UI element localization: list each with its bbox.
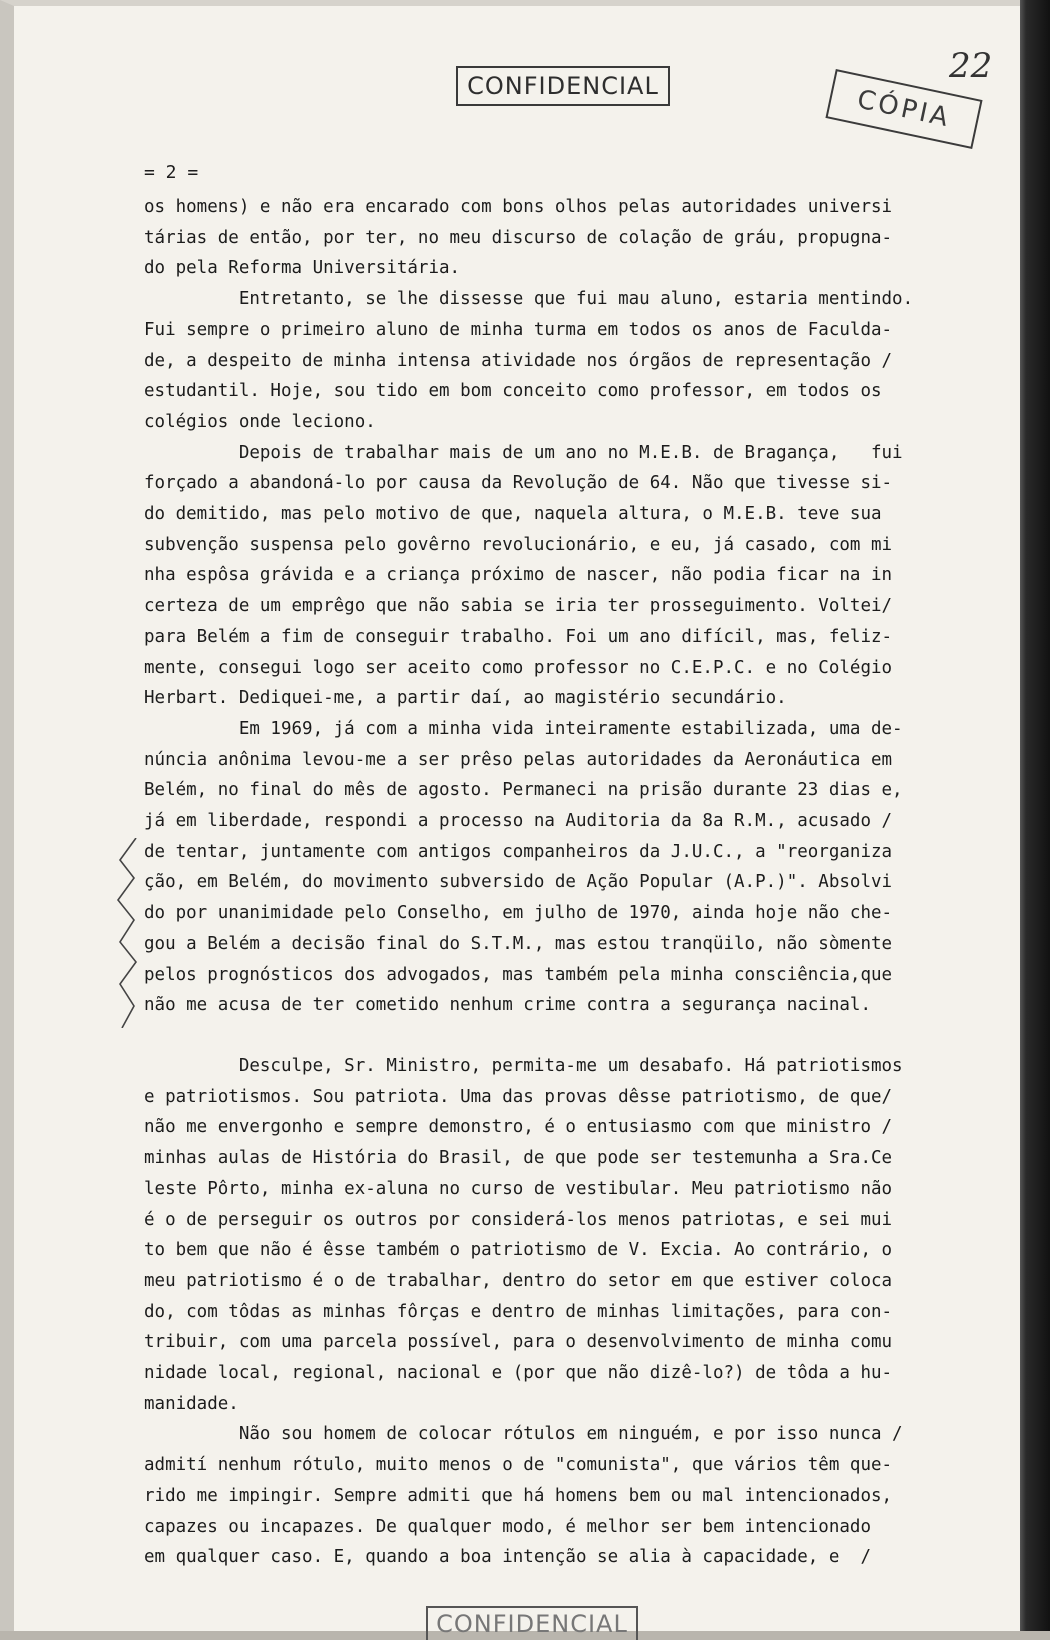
text-line: Fui sempre o primeiro aluno de minha turma em todos os anos de Faculda- — [144, 319, 893, 340]
page-number: = 2 = — [144, 162, 199, 183]
text-line: admití nenhum rótulo, muito menos o de "comunista", que vários têm que- — [144, 1455, 893, 1476]
text-line: Entretanto, se lhe dissesse que fui mau aluno, estaria mentindo. — [144, 289, 914, 310]
text-line: tribuir, com uma parcela possível, para o desenvolvimento de minha comu — [144, 1332, 893, 1353]
text-line: tárias de então, por ter, no meu discurso de colação de gráu, propugna- — [144, 227, 893, 248]
text-line: nidade local, regional, nacional e (por que não dizê-lo?) de tôda a hu- — [144, 1363, 893, 1384]
text-line: subvenção suspensa pelo govêrno revolucionário, e eu, já casado, com mi — [144, 534, 893, 555]
text-line: minhas aulas de História do Brasil, de que pode ser testemunha a Sra.Ce — [144, 1148, 893, 1169]
text-line: leste Pôrto, minha ex-aluna no curso de vestibular. Meu patriotismo não — [144, 1178, 893, 1199]
text-line: do demitido, mas pelo motivo de que, naquela altura, o M.E.B. teve sua — [144, 504, 882, 525]
text-line: já em liberdade, respondi a processo na Auditoria da 8a R.M., acusado / — [144, 811, 893, 832]
text-line: rido me impingir. Sempre admiti que há homens bem ou mal intencionados, — [144, 1485, 893, 1506]
margin-bracket-mark — [114, 838, 144, 1028]
scan-edge-shadow — [1020, 0, 1050, 1631]
text-line: capazes ou incapazes. De qualquer modo, é melhor ser bem intencionado — [144, 1516, 871, 1537]
text-line: em qualquer caso. E, quando a boa intenção se alia à capacidade, e / — [144, 1547, 871, 1568]
text-line: gou a Belém a decisão final do S.T.M., mas estou tranqüilo, não sòmente — [144, 933, 893, 954]
text-line: colégios onde leciono. — [144, 411, 376, 432]
text-line: certeza de um emprêgo que não sabia se iria ter prosseguimento. Voltei/ — [144, 596, 893, 617]
text-line: e patriotismos. Sou patriota. Uma das provas dêsse patriotismo, de que/ — [144, 1086, 893, 1107]
text-line: do, com tôdas as minhas fôrças e dentro de minhas limitações, para con- — [144, 1301, 893, 1322]
confidential-stamp-footer: CONFIDENCIAL — [426, 1606, 638, 1640]
text-line: nha espôsa grávida e a criança próximo de nascer, não podia ficar na in — [144, 565, 893, 586]
text-line: Não sou homem de colocar rótulos em ninguém, e por isso nunca / — [144, 1424, 903, 1445]
text-line: do por unanimidade pelo Conselho, em julho de 1970, ainda hoje não che- — [144, 903, 893, 924]
copy-stamp: CÓPIA — [825, 69, 982, 149]
text-line: ção, em Belém, do movimento subversido de Ação Popular (A.P.)". Absolvi — [144, 872, 893, 893]
text-line: é o de perseguir os outros por considerá-los menos patriotas, e sei mui — [144, 1209, 893, 1230]
text-line: manidade. — [144, 1393, 239, 1414]
text-line: Belém, no final do mês de agosto. Permaneci na prisão durante 23 dias e, — [144, 780, 903, 801]
text-line: de, a despeito de minha intensa atividade nos órgãos de representação / — [144, 350, 893, 371]
text-line: mente, consegui logo ser aceito como professor no C.E.P.C. e no Colégio — [144, 657, 893, 678]
text-line: Desculpe, Sr. Ministro, permita-me um desabafo. Há patriotismos — [144, 1055, 903, 1076]
text-line: do pela Reforma Universitária. — [144, 258, 461, 279]
text-line: forçado a abandoná-lo por causa da Revolução de 64. Não que tivesse si- — [144, 473, 893, 494]
text-line: Em 1969, já com a minha vida inteiramente estabilizada, uma de- — [144, 718, 903, 739]
text-line: de tentar, juntamente com antigos companheiros da J.U.C., a "reorganiza — [144, 841, 893, 862]
text-line: estudantil. Hoje, sou tido em bom conceito como professor, em todos os — [144, 381, 882, 402]
text-line: os homens) e não era encarado com bons olhos pelas autoridades universi — [144, 197, 893, 217]
text-line: pelos prognósticos dos advogados, mas também pela minha consciência,que — [144, 964, 893, 985]
text-line: não me acusa de ter cometido nenhum crime contra a segurança nacinal. — [144, 995, 871, 1016]
text-line: meu patriotismo é o de trabalhar, dentro do setor em que estiver coloca — [144, 1270, 893, 1291]
text-line: não me envergonho e sempre demonstro, é o entusiasmo com que ministro / — [144, 1117, 893, 1138]
text-line: núncia anônima levou-me a ser prêso pelas autoridades da Aeronáutica em — [144, 749, 893, 770]
text-line: para Belém a fim de conseguir trabalho. Foi um ano difícil, mas, feliz- — [144, 626, 893, 647]
confidential-stamp: CONFIDENCIAL — [456, 66, 670, 106]
text-line: Depois de trabalhar mais de um ano no M.E.B. de Bragança, fui — [144, 442, 903, 463]
folio-number: 22 — [949, 46, 993, 86]
text-line: Herbart. Dediquei-me, a partir daí, ao magistério secundário. — [144, 688, 787, 709]
letter-body — [144, 192, 1024, 1573]
text-line: to bem que não é êsse também o patriotismo de V. Excia. Ao contrário, o — [144, 1240, 893, 1261]
